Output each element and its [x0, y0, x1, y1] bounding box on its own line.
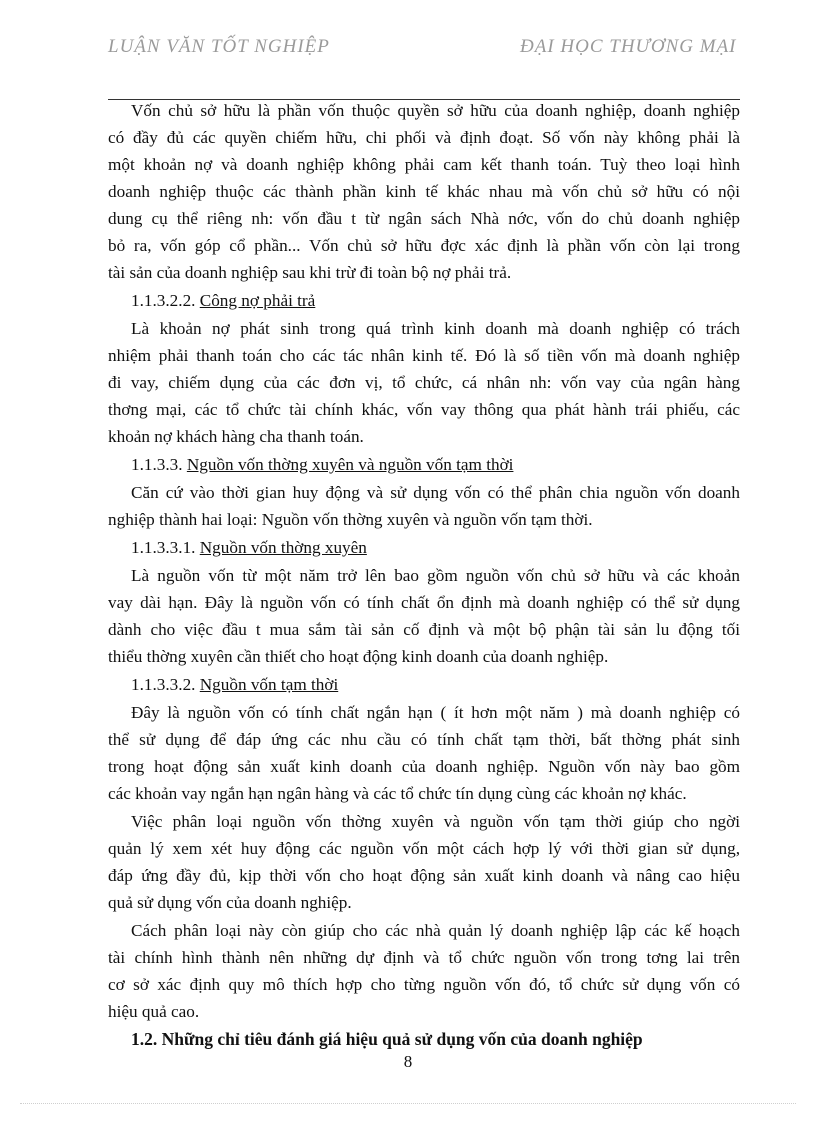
paragraph-line: vay dài hạn. Đây là nguồn vốn có tính chất ổn định mà doanh nghiệp có thể sử dụng: [108, 593, 740, 612]
paragraph-line: dung cụ thể riêng nh: vốn đầu t từ ngân sách Nhà nớc, vốn do chủ doanh nghiệp: [108, 209, 740, 228]
page-number: 8: [403, 1052, 413, 1071]
paragraph-line: các khoản vay ngắn hạn ngân hàng và các tổ chức tín dụng cùng các khoản nợ khác.: [108, 784, 687, 803]
paragraph-line: Cách phân loại này còn giúp cho các nhà quản lý doanh nghiệp lập các kế hoạch: [131, 921, 740, 940]
paragraph-line: Vốn chủ sở hữu là phần vốn thuộc quyền sở hữu của doanh nghiệp, doanh nghiệp: [131, 101, 740, 120]
section-heading: [131, 290, 740, 312]
paragraph-line: một khoản nợ và doanh nghiệp không phải cam kết thanh toán. Tuỳ theo loại hình: [108, 155, 740, 174]
footer-dotted-rule: [20, 1103, 796, 1104]
paragraph-line: Là khoản nợ phát sinh trong quá trình kinh doanh mà doanh nghiệp có trách: [131, 319, 740, 338]
chapter-section-heading: 1.2. Những chỉ tiêu đánh giá hiệu quả sử dụng vốn của doanh nghiệp: [131, 1029, 643, 1049]
paragraph-line: khoản nợ khách hàng cha thanh toán.: [108, 427, 364, 446]
paragraph-line: tài sản của doanh nghiệp sau khi trừ đi toàn bộ nợ phải trả.: [108, 263, 512, 282]
paragraph-line: Căn cứ vào thời gian huy động và sử dụng vốn có thể phân chia nguồn vốn doanh: [131, 483, 740, 502]
paragraph-line: Đây là nguồn vốn có tính chất ngắn hạn ( ít hơn một năm ) mà doanh nghiệp có: [131, 703, 740, 722]
paragraph-line: nghiệp thành hai loại: Nguồn vốn thờng xuyên và nguồn vốn tạm thời.: [108, 510, 593, 529]
section-heading: [131, 454, 740, 476]
section-heading: [131, 537, 740, 559]
paragraph-line: tài chính hình thành nên những dự định và tổ chức nguồn vốn trong tơng lai trên: [108, 948, 740, 967]
paragraph-line: có đầy đủ các quyền chiếm hữu, chi phối và định đoạt. Số vốn này không phải là: [108, 128, 740, 147]
section-heading-title: Nguồn vốn tạm thời: [199, 675, 339, 694]
paragraph-line: Là nguồn vốn từ một năm trở lên bao gồm nguồn vốn chủ sở hữu và các khoản: [131, 566, 740, 585]
paragraph-line: hiệu quả cao.: [108, 1002, 200, 1021]
running-header-right: ĐẠI HỌC THƯƠNG MẠI: [520, 36, 737, 57]
paragraph-line: trong hoạt động sản xuất kinh doanh của doanh nghiệp. Nguồn vốn này bao gồm: [108, 757, 740, 776]
section-heading-title: Công nợ phải trả: [199, 291, 316, 310]
section-heading-number: 1.1.3.2.2.: [131, 291, 200, 310]
paragraph-line: thiểu thờng xuyên cần thiết cho hoạt động kinh doanh của doanh nghiệp.: [108, 647, 609, 666]
paragraph-line: cơ sở xác định quy mô thích hợp cho từng nguồn vốn đó, tổ chức sử dụng vốn có: [108, 975, 740, 994]
section-heading-number: 1.1.3.3.: [131, 455, 187, 474]
paragraph-line: đáp ứng đầy đủ, kịp thời vốn cho hoạt động sản xuất kinh doanh và nâng cao hiệu: [108, 866, 740, 885]
section-heading-title: Nguồn vốn thờng xuyên: [199, 538, 367, 557]
paragraph-line: nhiệm phải thanh toán cho các tác nhân kinh tế. Đó là số tiền vốn mà doanh nghiệp: [108, 346, 740, 365]
paragraph-line: quả sử dụng vốn của doanh nghiệp.: [108, 893, 352, 912]
running-header-left: LUẬN VĂN TỐT NGHIỆP: [108, 36, 330, 57]
section-heading: [131, 674, 740, 696]
paragraph-line: Việc phân loại nguồn vốn thờng xuyên và nguồn vốn tạm thời giúp cho ngời: [131, 812, 740, 831]
paragraph-line: thơng mại, các tổ chức tài chính khác, vốn vay thông qua phát hành trái phiếu, các: [108, 400, 740, 419]
paragraph-line: đi vay, chiếm dụng của các đơn vị, tổ chức, cá nhân nh: vốn vay của ngân hàng: [108, 373, 740, 392]
paragraph-line: bỏ ra, vốn góp cổ phần... Vốn chủ sở hữu đợc xác định là phần vốn còn lại trong: [108, 236, 740, 255]
paragraph-line: quản lý xem xét huy động các nguồn vốn một cách hợp lý với thời gian sử dụng,: [108, 839, 740, 858]
section-heading-number: 1.1.3.3.2.: [131, 675, 200, 694]
section-heading-title: Nguồn vốn thờng xuyên và nguồn vốn tạm thời: [186, 455, 514, 474]
paragraph-line: dành cho việc đầu t mua sắm tài sản cố định và một bộ phận tài sản lu động tối: [108, 620, 740, 639]
paragraph-line: thể sử dụng để đáp ứng các nhu cầu có tính chất tạm thời, bất thờng phát sinh: [108, 730, 740, 749]
section-heading-number: 1.1.3.3.1.: [131, 538, 200, 557]
paragraph-line: doanh nghiệp thuộc các thành phần kinh tế khác nhau mà vốn chủ sở hữu có nội: [108, 182, 740, 201]
